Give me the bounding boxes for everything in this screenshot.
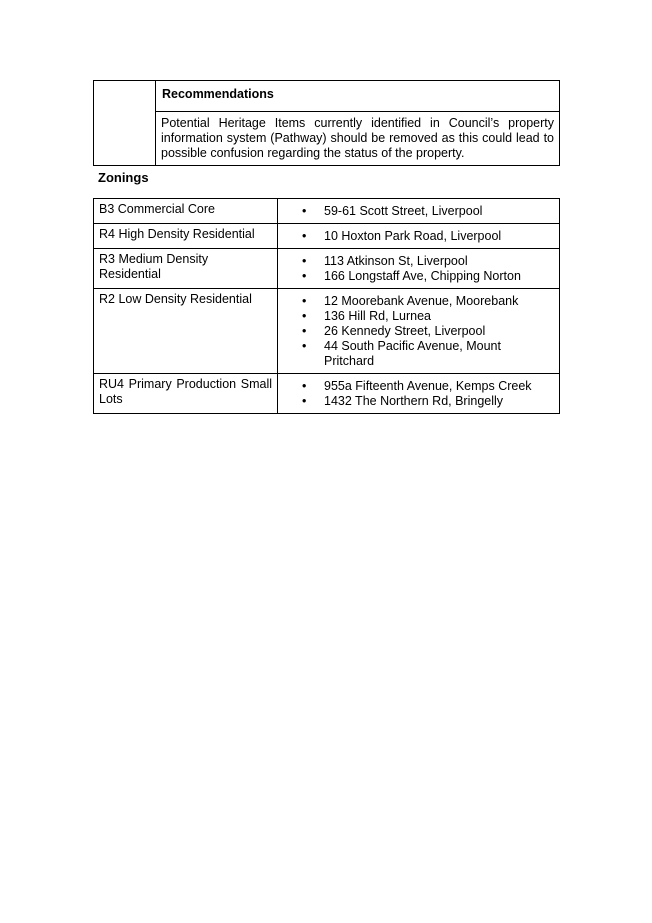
recommendations-header-row (94, 81, 560, 112)
list-item (302, 394, 554, 409)
address-cell (278, 374, 560, 414)
bullet-icon: • (302, 229, 307, 243)
bullet-icon: • (302, 379, 307, 393)
recommendations-blank-cell (94, 81, 156, 166)
table-row (94, 224, 560, 249)
address-cell (278, 289, 560, 374)
address-list (302, 294, 554, 369)
address-list (302, 204, 554, 219)
address-text: 10 Hoxton Park Road, Liverpool (324, 229, 502, 243)
address-text: 26 Kennedy Street, Liverpool (324, 324, 486, 338)
table-row (94, 374, 560, 414)
recommendations-text: Potential Heritage Items currently identified in Council’s property information system (Pathway) should be removed as this could lead to possible confusion regarding the status of the property. (161, 116, 554, 160)
address-text: 59-61 Scott Street, Liverpool (324, 204, 483, 218)
address-text: 136 Hill Rd, Lurnea (324, 309, 432, 323)
address-text: 12 Moorebank Avenue, Moorebank (324, 294, 519, 308)
address-list (302, 379, 554, 409)
bullet-icon: • (302, 339, 307, 353)
zone-name: R3 Medium Density Residential (94, 249, 278, 289)
bullet-icon: • (302, 394, 307, 408)
table-row (94, 249, 560, 289)
list-item (302, 254, 554, 269)
bullet-icon: • (302, 204, 307, 218)
address-text: 166 Longstaff Ave, Chipping Norton (324, 269, 521, 283)
address-text: 1432 The Northern Rd, Bringelly (324, 394, 504, 408)
bullet-icon: • (302, 309, 307, 323)
bullet-icon: • (302, 254, 307, 268)
list-item (302, 204, 554, 219)
zone-name: R4 High Density Residential (94, 224, 278, 249)
list-item (302, 324, 554, 339)
zone-name: RU4 Primary Production Small Lots (94, 374, 278, 414)
recommendations-table (93, 80, 560, 166)
address-list (302, 254, 554, 284)
zone-name: R2 Low Density Residential (94, 289, 278, 374)
address-text: 113 Atkinson St, Liverpool (324, 254, 468, 268)
table-row (94, 199, 560, 224)
list-item (302, 339, 554, 369)
zone-name: B3 Commercial Core (94, 199, 278, 224)
recommendations-body-cell (156, 112, 560, 166)
bullet-icon: • (302, 294, 307, 308)
address-text: 955a Fifteenth Avenue, Kemps Creek (324, 379, 532, 393)
address-cell (278, 199, 560, 224)
address-cell (278, 224, 560, 249)
list-item (302, 269, 554, 284)
bullet-icon: • (302, 324, 307, 338)
zonings-heading: Zonings (98, 170, 149, 185)
list-item (302, 309, 554, 324)
address-text: 44 South Pacific Avenue, Mount Pritchard (324, 339, 501, 368)
recommendations-heading: Recommendations (156, 81, 560, 112)
address-cell (278, 249, 560, 289)
address-list (302, 229, 554, 244)
bullet-icon: • (302, 269, 307, 283)
table-row (94, 289, 560, 374)
recommendations-body-row (94, 112, 560, 166)
zonings-table (93, 198, 560, 414)
list-item (302, 294, 554, 309)
list-item (302, 229, 554, 244)
list-item (302, 379, 554, 394)
